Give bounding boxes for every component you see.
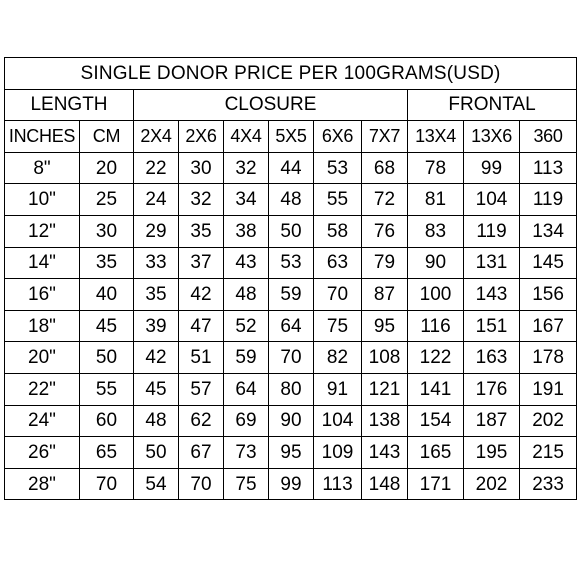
price-cell: 138 <box>362 405 408 437</box>
price-cell: 69 <box>224 405 269 437</box>
price-cell: 59 <box>224 342 269 374</box>
price-cell: 62 <box>179 405 224 437</box>
price-cell: 148 <box>362 468 408 500</box>
price-cell: 202 <box>520 405 577 437</box>
price-cell: 233 <box>520 468 577 500</box>
length-inches-cell: 26" <box>5 437 80 469</box>
table-row <box>5 279 577 311</box>
size-13x4-header: 13X4 <box>408 121 464 153</box>
price-cell: 37 <box>179 247 224 279</box>
length-cm-cell: 25 <box>80 184 134 216</box>
length-cm-cell: 40 <box>80 279 134 311</box>
length-cm-cell: 45 <box>80 310 134 342</box>
price-cell: 42 <box>179 279 224 311</box>
price-cell: 104 <box>314 405 362 437</box>
price-cell: 122 <box>408 342 464 374</box>
length-cm-cell: 35 <box>80 247 134 279</box>
size-6x6-header: 6X6 <box>314 121 362 153</box>
price-cell: 143 <box>362 437 408 469</box>
length-inches-cell: 8" <box>5 152 80 184</box>
size-2x6-header: 2X6 <box>179 121 224 153</box>
inches-header: INCHES <box>5 121 80 153</box>
frontal-group-header: FRONTAL <box>408 89 577 121</box>
size-5x5-header: 5X5 <box>269 121 314 153</box>
price-cell: 215 <box>520 437 577 469</box>
length-inches-cell: 14" <box>5 247 80 279</box>
price-cell: 163 <box>464 342 520 374</box>
price-cell: 95 <box>362 310 408 342</box>
length-cm-cell: 50 <box>80 342 134 374</box>
price-table <box>4 57 577 500</box>
price-cell: 134 <box>520 215 577 247</box>
price-cell: 34 <box>224 184 269 216</box>
price-cell: 156 <box>520 279 577 311</box>
cm-header: CM <box>80 121 134 153</box>
price-cell: 72 <box>362 184 408 216</box>
price-cell: 58 <box>314 215 362 247</box>
price-cell: 48 <box>224 279 269 311</box>
length-inches-cell: 16" <box>5 279 80 311</box>
price-cell: 121 <box>362 373 408 405</box>
price-cell: 54 <box>134 468 179 500</box>
price-cell: 145 <box>520 247 577 279</box>
price-cell: 59 <box>269 279 314 311</box>
length-cm-cell: 30 <box>80 215 134 247</box>
price-cell: 48 <box>134 405 179 437</box>
table-title: SINGLE DONOR PRICE PER 100GRAMS(USD) <box>5 58 577 90</box>
length-inches-cell: 22" <box>5 373 80 405</box>
price-cell: 75 <box>224 468 269 500</box>
price-cell: 141 <box>408 373 464 405</box>
price-cell: 50 <box>269 215 314 247</box>
price-cell: 119 <box>520 184 577 216</box>
price-cell: 167 <box>520 310 577 342</box>
price-cell: 100 <box>408 279 464 311</box>
price-cell: 32 <box>224 152 269 184</box>
price-cell: 29 <box>134 215 179 247</box>
price-cell: 73 <box>224 437 269 469</box>
size-360-header: 360 <box>520 121 577 153</box>
price-cell: 99 <box>269 468 314 500</box>
price-cell: 83 <box>408 215 464 247</box>
price-cell: 75 <box>314 310 362 342</box>
price-cell: 90 <box>408 247 464 279</box>
length-inches-cell: 18" <box>5 310 80 342</box>
size-13x6-header: 13X6 <box>464 121 520 153</box>
price-cell: 53 <box>269 247 314 279</box>
price-cell: 171 <box>408 468 464 500</box>
price-cell: 143 <box>464 279 520 311</box>
price-cell: 70 <box>314 279 362 311</box>
length-inches-cell: 28" <box>5 468 80 500</box>
price-cell: 81 <box>408 184 464 216</box>
price-cell: 80 <box>269 373 314 405</box>
price-cell: 70 <box>179 468 224 500</box>
price-cell: 30 <box>179 152 224 184</box>
price-cell: 43 <box>224 247 269 279</box>
subheader-row <box>5 121 577 153</box>
price-cell: 57 <box>179 373 224 405</box>
price-cell: 151 <box>464 310 520 342</box>
length-cm-cell: 65 <box>80 437 134 469</box>
price-cell: 187 <box>464 405 520 437</box>
table-row <box>5 310 577 342</box>
price-cell: 47 <box>179 310 224 342</box>
price-cell: 91 <box>314 373 362 405</box>
price-cell: 53 <box>314 152 362 184</box>
length-inches-cell: 10" <box>5 184 80 216</box>
price-cell: 76 <box>362 215 408 247</box>
table-row <box>5 342 577 374</box>
price-cell: 95 <box>269 437 314 469</box>
title-row <box>5 58 577 90</box>
price-cell: 78 <box>408 152 464 184</box>
price-cell: 38 <box>224 215 269 247</box>
price-cell: 48 <box>269 184 314 216</box>
size-7x7-header: 7X7 <box>362 121 408 153</box>
price-cell: 63 <box>314 247 362 279</box>
size-2x4-header: 2X4 <box>134 121 179 153</box>
length-cm-cell: 70 <box>80 468 134 500</box>
price-cell: 119 <box>464 215 520 247</box>
price-cell: 99 <box>464 152 520 184</box>
price-cell: 64 <box>224 373 269 405</box>
length-cm-cell: 55 <box>80 373 134 405</box>
price-cell: 64 <box>269 310 314 342</box>
price-cell: 109 <box>314 437 362 469</box>
price-cell: 178 <box>520 342 577 374</box>
price-cell: 67 <box>179 437 224 469</box>
price-cell: 52 <box>224 310 269 342</box>
table-row <box>5 437 577 469</box>
price-cell: 191 <box>520 373 577 405</box>
price-cell: 39 <box>134 310 179 342</box>
table-row <box>5 215 577 247</box>
table-row <box>5 184 577 216</box>
price-cell: 87 <box>362 279 408 311</box>
price-cell: 44 <box>269 152 314 184</box>
price-cell: 55 <box>314 184 362 216</box>
group-header-row <box>5 89 577 121</box>
price-cell: 50 <box>134 437 179 469</box>
price-cell: 22 <box>134 152 179 184</box>
price-cell: 113 <box>314 468 362 500</box>
table-row <box>5 152 577 184</box>
closure-group-header: CLOSURE <box>134 89 408 121</box>
price-cell: 51 <box>179 342 224 374</box>
price-cell: 33 <box>134 247 179 279</box>
length-cm-cell: 20 <box>80 152 134 184</box>
price-cell: 154 <box>408 405 464 437</box>
size-4x4-header: 4X4 <box>224 121 269 153</box>
price-cell: 45 <box>134 373 179 405</box>
length-inches-cell: 12" <box>5 215 80 247</box>
length-inches-cell: 24" <box>5 405 80 437</box>
price-cell: 108 <box>362 342 408 374</box>
length-inches-cell: 20" <box>5 342 80 374</box>
price-cell: 176 <box>464 373 520 405</box>
price-cell: 24 <box>134 184 179 216</box>
price-cell: 42 <box>134 342 179 374</box>
table-row <box>5 468 577 500</box>
table-row <box>5 405 577 437</box>
length-group-header: LENGTH <box>5 89 134 121</box>
price-cell: 68 <box>362 152 408 184</box>
price-cell: 82 <box>314 342 362 374</box>
price-cell: 113 <box>520 152 577 184</box>
price-cell: 32 <box>179 184 224 216</box>
price-cell: 202 <box>464 468 520 500</box>
price-cell: 165 <box>408 437 464 469</box>
price-cell: 90 <box>269 405 314 437</box>
price-cell: 131 <box>464 247 520 279</box>
table-row <box>5 247 577 279</box>
price-cell: 35 <box>134 279 179 311</box>
price-cell: 35 <box>179 215 224 247</box>
price-cell: 104 <box>464 184 520 216</box>
table-row <box>5 373 577 405</box>
price-cell: 79 <box>362 247 408 279</box>
length-cm-cell: 60 <box>80 405 134 437</box>
price-cell: 70 <box>269 342 314 374</box>
price-cell: 195 <box>464 437 520 469</box>
price-cell: 116 <box>408 310 464 342</box>
